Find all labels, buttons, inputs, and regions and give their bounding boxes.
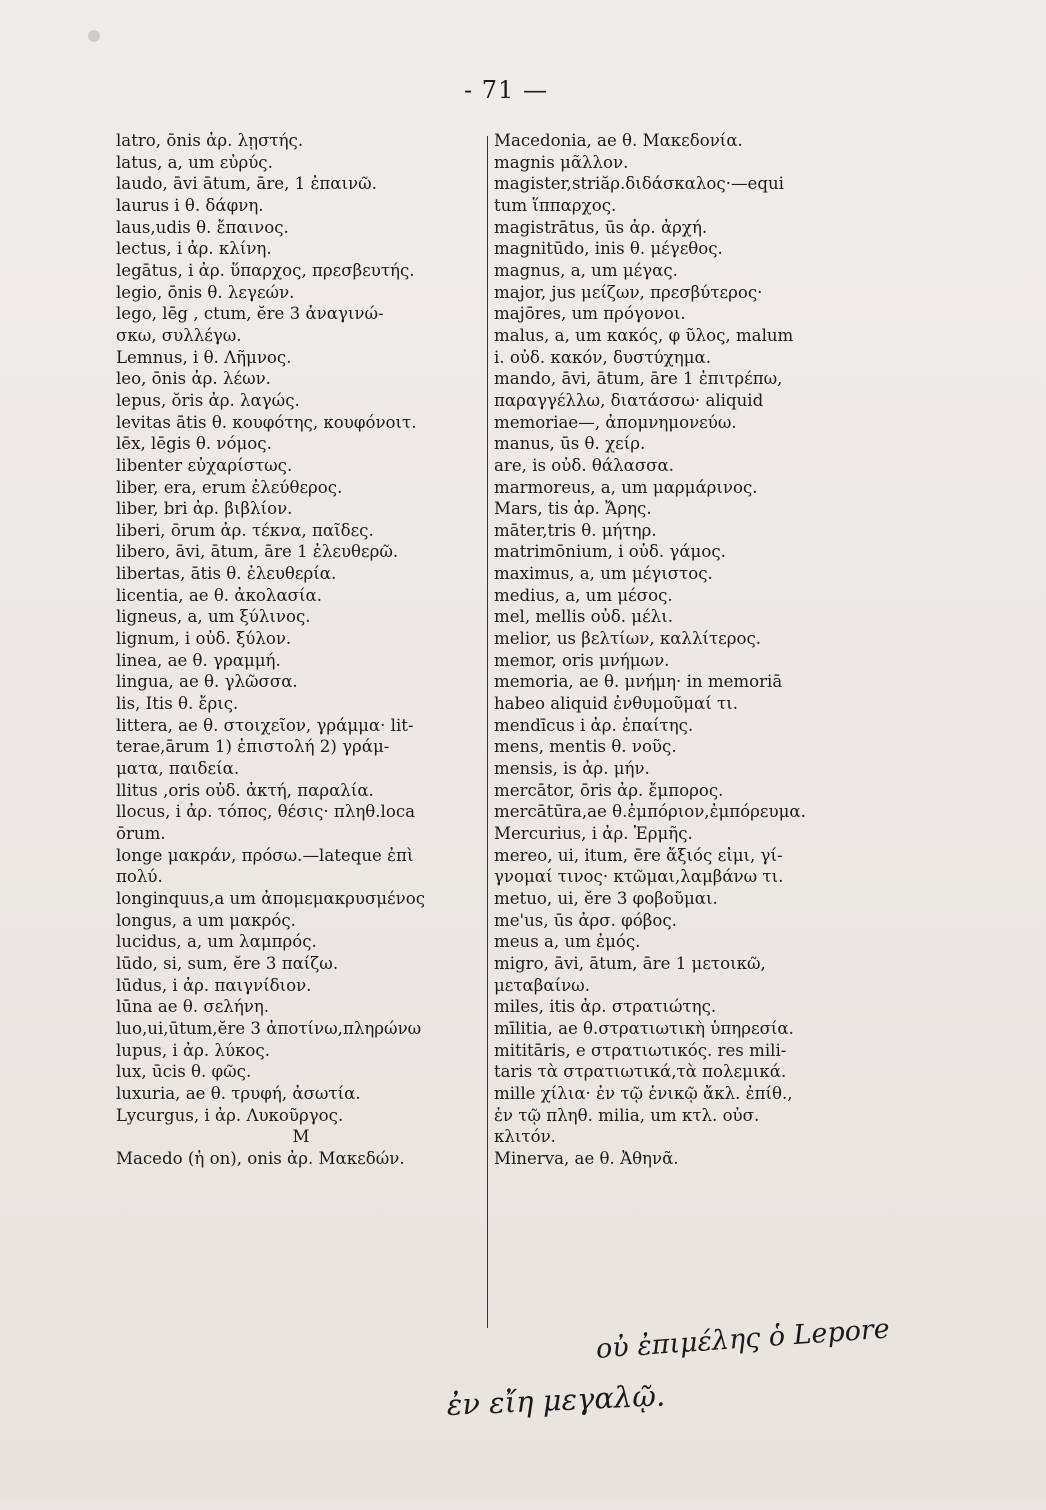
dictionary-entry: lupus, i ἀρ. λύκος. bbox=[116, 1040, 270, 1060]
dictionary-entry: lis, Itis θ. ἔρις. bbox=[116, 694, 239, 714]
dictionary-entry: lūna ae θ. σελήνη. bbox=[116, 997, 270, 1017]
dictionary-entry: memoriae—, ἀπομνημονεύω. bbox=[494, 412, 737, 432]
dictionary-entry: terae,ārum 1) ἐπιστολή 2) γράμ- bbox=[116, 737, 390, 757]
dictionary-entry: longe μακράν, πρόσω.—lateque ἐπὶ bbox=[116, 845, 414, 865]
dictionary-entry: levitas ātis θ. κουφότης, κουφόνοιτ. bbox=[116, 412, 417, 432]
dictionary-entry: legio, ōnis θ. λεγεών. bbox=[116, 282, 295, 302]
dictionary-entry: longus, a um μακρός. bbox=[116, 910, 296, 930]
dictionary-entry: habeo aliquid ἐνθυμοῦμαί τι. bbox=[494, 694, 738, 714]
dictionary-entry: littera, ae θ. στοιχεῖον, γράμμα· lit- bbox=[116, 715, 414, 735]
dictionary-entry: lego, lēg , ctum, ĕre 3 ἀναγινώ- bbox=[116, 304, 384, 324]
dictionary-entry: memoria, ae θ. μνήμη· in memoriā bbox=[494, 672, 783, 692]
dictionary-entry: latus, a, um εὐρύς. bbox=[116, 152, 273, 172]
dictionary-entry: magnis μᾶλλον. bbox=[494, 152, 629, 172]
dictionary-entry: maximus, a, um μέγιστος. bbox=[494, 564, 713, 584]
dictionary-entry: liber, bri ἀρ. βιβλίον. bbox=[116, 499, 293, 519]
dictionary-entry: lux, ūcis θ. φῶς. bbox=[116, 1062, 252, 1082]
dictionary-entry: Minerva, ae θ. Ἀθηνᾶ. bbox=[494, 1148, 679, 1168]
dictionary-entry: libertas, ātis θ. ἐλευθερία. bbox=[116, 564, 337, 584]
dictionary-entry: llocus, i ἀρ. τόπος, θέσις· πληθ.loca bbox=[116, 802, 416, 822]
dictionary-entry: me'us, ūs ἀρσ. φόβος. bbox=[494, 910, 677, 930]
dictionary-entry: γνομαί τινος· κτῶμαι,λαμβάνω τι. bbox=[494, 867, 784, 887]
dictionary-entry: lūdo, si, sum, ĕre 3 παίζω. bbox=[116, 953, 339, 973]
dictionary-entry: marmoreus, a, um μαρμάρινος. bbox=[494, 477, 758, 497]
dictionary-entry: miles, itis ἀρ. στρατιώτης. bbox=[494, 997, 717, 1017]
dictionary-entry: laurus i θ. δάφνη. bbox=[116, 195, 264, 215]
dictionary-entry: lepus, ŏris ἀρ. λαγώς. bbox=[116, 390, 300, 410]
dictionary-entry: meus a, um ἐμός. bbox=[494, 932, 641, 952]
dictionary-entry: magister,striăρ.διδάσκαλος·—equi bbox=[494, 174, 784, 194]
dictionary-entry: mel, mellis οὐδ. μέλι. bbox=[494, 607, 673, 627]
dictionary-entry: ἐν τῷ πληθ. milia, um κτλ. οὐσ. bbox=[494, 1105, 760, 1125]
dictionary-entry: mititāris, e στρατιωτικός. res mili- bbox=[494, 1040, 787, 1060]
dictionary-entry: ōrum. bbox=[116, 824, 166, 843]
dictionary-entry: major, jus μείζων, πρεσβύτερος· bbox=[494, 282, 763, 302]
dictionary-entry: lignum, i οὐδ. ξύλον. bbox=[116, 629, 292, 649]
dictionary-entry: Macedo (ἡ on), onis ἀρ. Μακεδών. bbox=[116, 1148, 405, 1168]
dictionary-entry: mercātor, ōris ἀρ. ἔμπορος. bbox=[494, 780, 724, 800]
dictionary-entry: Mars, tis ἀρ. Ἄρης. bbox=[494, 499, 652, 519]
section-letter: M bbox=[292, 1127, 310, 1147]
dictionary-entry: mereo, ui, itum, ēre ἄξιός εἰμι, γί- bbox=[494, 845, 783, 865]
dictionary-entry: mensis, is ἀρ. μήν. bbox=[494, 759, 650, 779]
dictionary-entry: longinquus,a um ἀπομεμακρυσμένος bbox=[116, 888, 426, 908]
dictionary-entry: lēx, lēgis θ. νόμος. bbox=[116, 434, 272, 454]
dictionary-entry: mando, āvi, ātum, āre 1 ἐπιτρέπω, bbox=[494, 369, 783, 389]
dictionary-entry: Macedonia, ae θ. Μακεδονία. bbox=[494, 131, 743, 150]
dictionary-entry: migro, āvi, ātum, āre 1 μετοικῶ, bbox=[494, 953, 766, 973]
handwritten-note bbox=[420, 1310, 1040, 1510]
dictionary-entry: taris τὰ στρατιωτικά,τὰ πολεμικά. bbox=[494, 1062, 787, 1082]
dictionary-entry: lūdus, i ἀρ. παιγνίδιον. bbox=[116, 975, 312, 995]
column-divider bbox=[487, 136, 488, 1328]
dictionary-entry: ματα, παιδεία. bbox=[116, 759, 240, 779]
dictionary-entry: Lycurgus, i ἀρ. Λυκοῦργος. bbox=[116, 1105, 344, 1125]
dictionary-entry: libero, āvi, ātum, āre 1 ἐλευθερῶ. bbox=[116, 542, 399, 562]
dictionary-entry: laudo, āvi ātum, āre, 1 ἐπαινῶ. bbox=[116, 174, 377, 194]
dictionary-entry: matrimōnium, i οὐδ. γάμος. bbox=[494, 542, 726, 562]
dictionary-entry: σκω, συλλέγω. bbox=[116, 325, 242, 345]
dictionary-entry: luo,ui,ūtum,ĕre 3 ἀποτίνω,πληρώνω bbox=[116, 1018, 422, 1038]
handwritten-line-1: οὐ ἐπιμέλης ὁ Lepore bbox=[595, 1313, 891, 1365]
dictionary-entry: ligneus, a, um ξύλινος. bbox=[116, 607, 311, 627]
handwritten-line-2: ἐν εἴη μεγαλῷ. bbox=[446, 1378, 666, 1422]
dictionary-entry: πολύ. bbox=[116, 867, 163, 887]
dictionary-entry: medius, a, um μέσος. bbox=[494, 585, 673, 605]
dictionary-entry: llitus ,oris οὐδ. ἀκτή, παραλία. bbox=[116, 780, 374, 800]
dictionary-entry: mens, mentis θ. νοῦς. bbox=[494, 737, 677, 757]
dictionary-entry: magistrātus, ūs ἀρ. ἀρχή. bbox=[494, 217, 708, 237]
right-column bbox=[494, 130, 879, 1170]
page-number: - 71 — bbox=[464, 76, 548, 104]
dictionary-entry: memor, oris μνήμων. bbox=[494, 650, 670, 670]
dictionary-entry: mīlitia, ae θ.στρατιωτικὴ ὑπηρεσία. bbox=[494, 1018, 794, 1038]
dictionary-entry: Lemnus, i θ. Λῆμνος. bbox=[116, 347, 292, 367]
dictionary-entry: lectus, i ἀρ. κλίνη. bbox=[116, 239, 272, 259]
dictionary-entry: leo, ōnis ἀρ. λέων. bbox=[116, 369, 271, 389]
dictionary-entry: licentia, ae θ. ἀκολασία. bbox=[116, 585, 322, 605]
dictionary-entry: māter,tris θ. μήτηρ. bbox=[494, 520, 657, 540]
dictionary-entry: κλιτόν. bbox=[494, 1127, 556, 1147]
dictionary-entry: mendīcus i ἀρ. ἐπαίτης. bbox=[494, 715, 694, 735]
dictionary-entry: malus, a, um κακός, φ ῦλος, malum bbox=[494, 325, 794, 345]
dictionary-entry: lingua, ae θ. γλῶσσα. bbox=[116, 672, 298, 692]
dictionary-entry: melior, us βελτίων, καλλίτερος. bbox=[494, 629, 762, 649]
ink-spot bbox=[88, 30, 100, 42]
dictionary-entry: libenter εὐχαρίστως. bbox=[116, 455, 293, 475]
dictionary-entry: manus, ūs θ. χείρ. bbox=[494, 434, 646, 454]
dictionary-entry: mercātūra,ae θ.ἐμπόριον,ἐμπόρευμα. bbox=[494, 802, 806, 822]
dictionary-entry: majōres, um πρόγονοι. bbox=[494, 304, 686, 324]
dictionary-entry: magnitūdo, inis θ. μέγεθος. bbox=[494, 239, 723, 259]
dictionary-entry: Mercurius, i ἀρ. Ἑρμῆς. bbox=[494, 824, 693, 843]
dictionary-entry: luxuria, ae θ. τρυφή, ἀσωτία. bbox=[116, 1083, 361, 1103]
dictionary-entry: metuo, ui, ĕre 3 φοβοῦμαι. bbox=[494, 888, 718, 908]
dictionary-entry: lucidus, a, um λαμπρός. bbox=[116, 932, 317, 952]
left-column bbox=[116, 130, 486, 1170]
dictionary-entry: tum ἵππαρχος. bbox=[494, 195, 617, 215]
dictionary-entry: linea, ae θ. γραμμή. bbox=[116, 650, 281, 670]
dictionary-entry: are, is οὐδ. θάλασσα. bbox=[494, 455, 674, 475]
dictionary-entry: laus,udis θ. ἔπαινος. bbox=[116, 217, 289, 237]
dictionary-entry: legātus, i ἀρ. ὕπαρχος, πρεσβευτής. bbox=[116, 260, 415, 280]
dictionary-entry: παραγγέλλω, διατάσσω· aliquid bbox=[494, 390, 764, 410]
dictionary-entry: liber, era, erum ἐλεύθερος. bbox=[116, 477, 343, 497]
dictionary-entry: liberi, ōrum ἀρ. τέκνα, παῖδες. bbox=[116, 520, 374, 540]
dictionary-entry: latro, ōnis ἀρ. λῃστής. bbox=[116, 131, 304, 150]
dictionary-entry: magnus, a, um μέγας. bbox=[494, 260, 678, 280]
dictionary-entry: mille χίλια· ἐν τῷ ἑνικῷ ἄκλ. ἐπίθ., bbox=[494, 1083, 793, 1103]
dictionary-entry: i. οὐδ. κακόν, δυστύχημα. bbox=[494, 347, 711, 367]
dictionary-entry: μεταβαίνω. bbox=[494, 975, 590, 995]
